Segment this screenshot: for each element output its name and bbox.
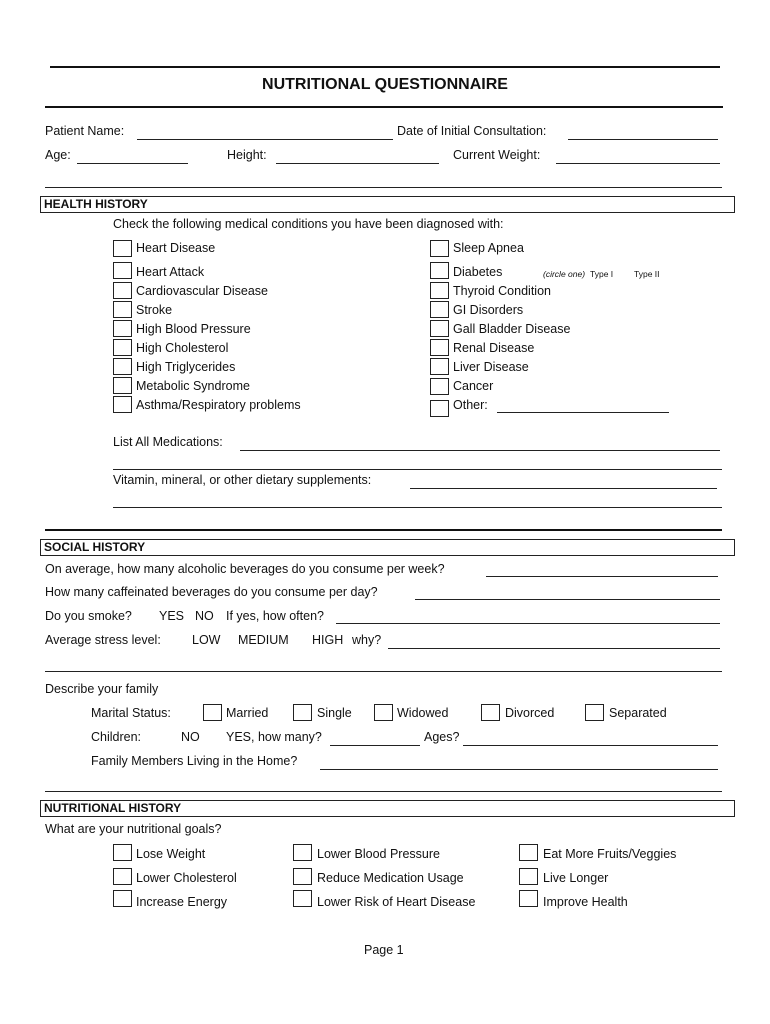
nutritional-history-heading: NUTRITIONAL HISTORY	[44, 801, 182, 815]
family-home-label: Family Members Living in the Home?	[91, 754, 298, 768]
page-title: NUTRITIONAL QUESTIONNAIRE	[262, 76, 508, 93]
stress-label: Average stress level:	[45, 633, 161, 647]
stress-why-field-line2[interactable]	[45, 671, 722, 672]
label-high-blood-pressure: High Blood Pressure	[136, 322, 251, 336]
label-cardiovascular-disease: Cardiovascular Disease	[136, 284, 269, 298]
children-count-field[interactable]	[330, 745, 420, 746]
label-increase-energy: Increase Energy	[136, 895, 228, 909]
label-gall-bladder-disease: Gall Bladder Disease	[453, 322, 571, 336]
medications-field-line2[interactable]	[113, 469, 722, 470]
family-home-field-line2[interactable]	[45, 791, 722, 792]
checkbox-reduce-medication[interactable]	[293, 868, 312, 885]
social-history-heading: SOCIAL HISTORY	[44, 540, 146, 554]
checkbox-eat-more-fruits[interactable]	[519, 844, 538, 861]
social-history-header	[40, 539, 735, 556]
checkbox-live-longer[interactable]	[519, 868, 538, 885]
title-rule	[45, 106, 723, 108]
medications-field[interactable]	[240, 450, 720, 451]
consultation-date-label: Date of Initial Consultation:	[397, 124, 547, 138]
checkbox-improve-health[interactable]	[519, 890, 538, 907]
stress-medium-option[interactable]: MEDIUM	[238, 633, 289, 647]
label-high-triglycerides: High Triglycerides	[136, 360, 236, 374]
type-2-option[interactable]: Type II	[634, 269, 660, 279]
supplements-field[interactable]	[410, 488, 717, 489]
label-renal-disease: Renal Disease	[453, 341, 535, 355]
type-1-option[interactable]: Type I	[590, 269, 614, 279]
checkbox-gi-disorders[interactable]	[430, 301, 449, 318]
checkbox-cardiovascular-disease[interactable]	[113, 282, 132, 299]
label-lower-cholesterol: Lower Cholesterol	[136, 871, 237, 885]
children-ages-label: Ages?	[424, 730, 460, 744]
alcohol-question: On average, how many alcoholic beverages do you consume per week?	[45, 562, 445, 576]
checkbox-renal-disease[interactable]	[430, 339, 449, 356]
family-home-field[interactable]	[320, 769, 718, 770]
alcohol-field[interactable]	[486, 576, 718, 577]
label-high-cholesterol: High Cholesterol	[136, 341, 229, 355]
label-live-longer: Live Longer	[543, 871, 609, 885]
label-married: Married	[226, 706, 269, 720]
circle-one-note: (circle one)	[543, 269, 586, 279]
medications-label: List All Medications:	[113, 435, 223, 449]
checkbox-single[interactable]	[293, 704, 312, 721]
checkbox-other[interactable]	[430, 400, 449, 417]
label-metabolic-syndrome: Metabolic Syndrome	[136, 379, 250, 393]
checkbox-cancer[interactable]	[430, 378, 449, 395]
divider	[45, 187, 722, 188]
checkbox-diabetes[interactable]	[430, 262, 449, 279]
checkbox-separated[interactable]	[585, 704, 604, 721]
height-label: Height:	[227, 148, 267, 162]
checkbox-asthma[interactable]	[113, 396, 132, 413]
checkbox-lower-blood-pressure[interactable]	[293, 844, 312, 861]
checkbox-lower-cholesterol[interactable]	[113, 868, 132, 885]
checkbox-liver-disease[interactable]	[430, 358, 449, 375]
checkbox-high-blood-pressure[interactable]	[113, 320, 132, 337]
patient-name-label: Patient Name:	[45, 124, 125, 138]
supplements-field-line2[interactable]	[113, 507, 722, 508]
label-diabetes: Diabetes	[453, 265, 503, 279]
label-sleep-apnea: Sleep Apnea	[453, 241, 524, 255]
checkbox-gall-bladder-disease[interactable]	[430, 320, 449, 337]
page-number: Page 1	[364, 943, 404, 957]
checkbox-thyroid-condition[interactable]	[430, 282, 449, 299]
checkbox-sleep-apnea[interactable]	[430, 240, 449, 257]
goals-question: What are your nutritional goals?	[45, 822, 222, 836]
stress-why-label: why?	[352, 633, 382, 647]
other-condition-field[interactable]	[497, 412, 669, 413]
label-heart-attack: Heart Attack	[136, 265, 205, 279]
stress-high-option[interactable]: HIGH	[312, 633, 344, 647]
stress-low-option[interactable]: LOW	[192, 633, 221, 647]
children-yes-option[interactable]: YES, how many?	[226, 730, 322, 744]
checkbox-heart-disease[interactable]	[113, 240, 132, 257]
age-field[interactable]	[77, 163, 188, 164]
checkbox-high-triglycerides[interactable]	[113, 358, 132, 375]
smoke-question: Do you smoke?	[45, 609, 132, 623]
consultation-date-field[interactable]	[568, 139, 718, 140]
checkbox-lower-heart-risk[interactable]	[293, 890, 312, 907]
checkbox-divorced[interactable]	[481, 704, 500, 721]
label-lose-weight: Lose Weight	[136, 847, 206, 861]
label-reduce-medication: Reduce Medication Usage	[317, 871, 464, 885]
caffeine-field[interactable]	[415, 599, 720, 600]
checkbox-increase-energy[interactable]	[113, 890, 132, 907]
label-liver-disease: Liver Disease	[453, 360, 529, 374]
top-rule	[50, 66, 720, 68]
weight-label: Current Weight:	[453, 148, 541, 162]
weight-field[interactable]	[556, 163, 720, 164]
label-separated: Separated	[609, 706, 667, 720]
smoke-frequency-field[interactable]	[336, 623, 720, 624]
height-field[interactable]	[276, 163, 439, 164]
label-thyroid-condition: Thyroid Condition	[453, 284, 551, 298]
label-cancer: Cancer	[453, 379, 494, 393]
health-history-header	[40, 196, 735, 213]
patient-name-field[interactable]	[137, 139, 393, 140]
label-lower-blood-pressure: Lower Blood Pressure	[317, 847, 440, 861]
health-history-heading: HEALTH HISTORY	[44, 197, 148, 211]
label-lower-heart-risk: Lower Risk of Heart Disease	[317, 895, 476, 909]
caffeine-question: How many caffeinated beverages do you consume per day?	[45, 585, 378, 599]
checkbox-stroke[interactable]	[113, 301, 132, 318]
smoke-yes-option[interactable]: YES	[159, 609, 185, 623]
label-improve-health: Improve Health	[543, 895, 628, 909]
label-asthma: Asthma/Respiratory problems	[136, 398, 301, 412]
stress-why-field[interactable]	[388, 648, 720, 649]
checkbox-high-cholesterol[interactable]	[113, 339, 132, 356]
label-single: Single	[317, 706, 352, 720]
label-other: Other:	[453, 398, 488, 412]
checkbox-heart-attack[interactable]	[113, 262, 132, 279]
age-label: Age:	[45, 148, 71, 162]
smoke-no-option[interactable]: NO	[195, 609, 214, 623]
checkbox-lose-weight[interactable]	[113, 844, 132, 861]
supplements-label: Vitamin, mineral, or other dietary supplements:	[113, 473, 372, 487]
marital-status-label: Marital Status:	[91, 706, 171, 720]
label-eat-more-fruits: Eat More Fruits/Veggies	[543, 847, 677, 861]
label-gi-disorders: GI Disorders	[453, 303, 524, 317]
children-no-option[interactable]: NO	[181, 730, 200, 744]
nutritional-history-header	[40, 800, 735, 817]
checkbox-widowed[interactable]	[374, 704, 393, 721]
children-label: Children:	[91, 730, 142, 744]
describe-family-label: Describe your family	[45, 682, 159, 696]
children-ages-field[interactable]	[463, 745, 718, 746]
health-instruction: Check the following medical conditions you have been diagnosed with:	[113, 217, 504, 231]
label-widowed: Widowed	[397, 706, 449, 720]
label-divorced: Divorced	[505, 706, 555, 720]
checkbox-metabolic-syndrome[interactable]	[113, 377, 132, 394]
checkbox-married[interactable]	[203, 704, 222, 721]
label-stroke: Stroke	[136, 303, 173, 317]
smoke-frequency-label: If yes, how often?	[226, 609, 324, 623]
label-heart-disease: Heart Disease	[136, 241, 216, 255]
divider	[45, 529, 722, 531]
